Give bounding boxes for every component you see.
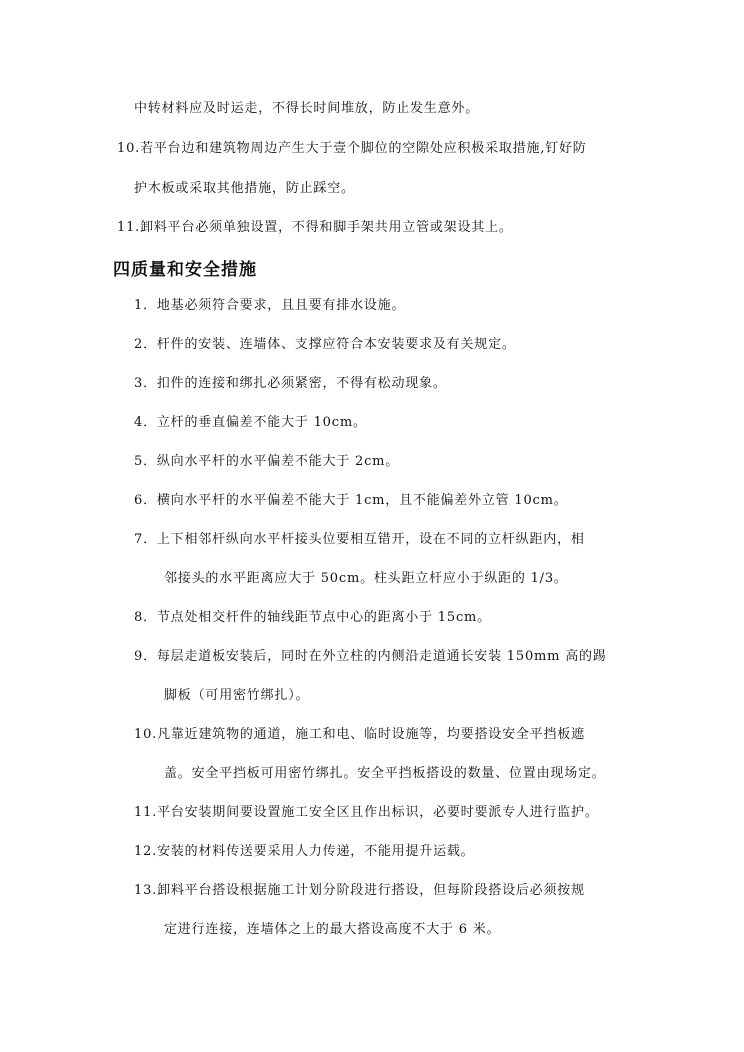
list-item-3: 3．扣件的连接和绑扎必须紧密，不得有松动现象。: [134, 376, 447, 391]
section-title: 四质量和安全措施: [113, 260, 257, 280]
list-item-5: 5．纵向水平杆的水平偏差不能大于 2cm。: [134, 454, 400, 469]
list-item-6: 6．横向水平杆的水平偏差不能大于 1cm，且不能偏差外立管 10cm。: [134, 493, 568, 508]
list-item-12: 12.安装的材料传送要采用人力传递，不能用提升运载。: [134, 844, 475, 859]
list-item-11: 11.平台安装期间要设置施工安全区且作出标识，必要时要派专人进行监护。: [134, 805, 599, 820]
list-item-9: 9．每层走道板安装后，同时在外立柱的内侧沿走道通长安装 150mm 高的踢: [134, 649, 607, 664]
intro-line-3: 护木板或采取其他措施，防止踩空。: [134, 181, 355, 196]
list-item-13: 13.卸料平台搭设根据施工计划分阶段进行搭设，但每阶段搭设后必须按规: [134, 883, 585, 898]
list-item-8: 8．节点处相交杆件的轴线距节点中心的距离小于 15cm。: [134, 610, 491, 625]
list-item-10: 10.凡靠近建筑物的通道，施工和电、临时设施等，均要搭设安全平挡板遮: [134, 727, 585, 742]
intro-line-2: 10.若平台边和建筑物周边产生大于壹个脚位的空隙处应积极采取措施,钉好防: [117, 141, 587, 156]
list-item-7: 7．上下相邻杆纵向水平杆接头位要相互错开，设在不同的立杆纵距内，相: [134, 532, 585, 547]
list-item-13-cont: 定进行连接，连墙体之上的最大搭设高度不大于 6 米。: [164, 922, 501, 937]
list-item-7-cont: 邻接头的水平距离应大于 50cm。柱头距立杆应小于纵距的 1/3。: [164, 571, 568, 586]
intro-line-4: 11.卸料平台必须单独设置，不得和脚手架共用立管或架设其上。: [117, 220, 513, 235]
list-item-9-cont: 脚板（可用密竹绑扎）。: [164, 688, 310, 703]
intro-line-1: 中转材料应及时运走，不得长时间堆放，防止发生意外。: [134, 101, 480, 116]
list-item-1: 1．地基必须符合要求，且且要有排水设施。: [134, 298, 406, 313]
list-item-4: 4．立杆的垂直偏差不能大于 10cm。: [134, 415, 367, 430]
list-item-10-cont: 盖。安全平挡板可用密竹绑扎。安全平挡板搭设的数量、位置由现场定。: [164, 766, 606, 781]
list-item-2: 2．杆件的安装、连墙体、支撑应符合本安装要求及有关规定。: [134, 337, 516, 352]
